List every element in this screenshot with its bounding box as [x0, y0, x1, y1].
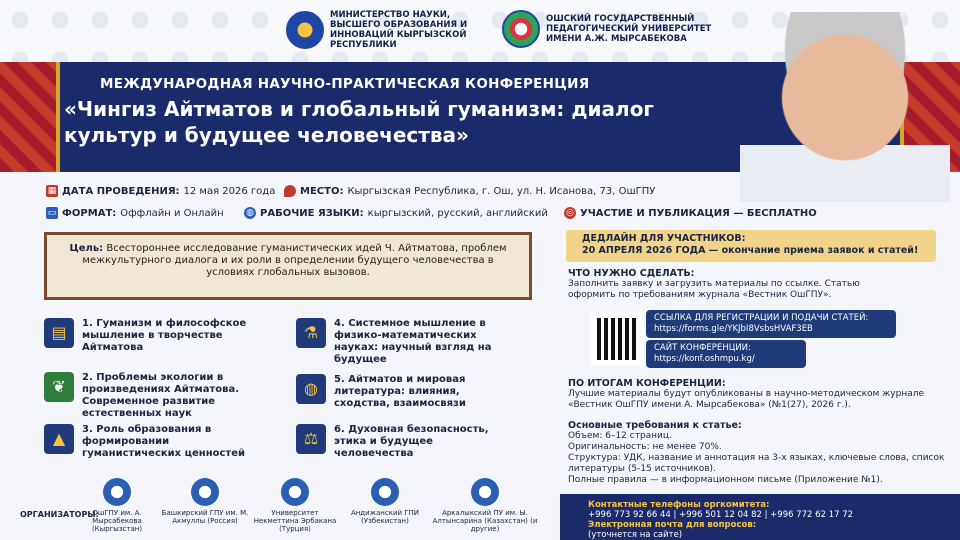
phones-value: +996 773 92 66 44 | +996 501 12 04 82 | +996 772 62 17 72 [588, 510, 854, 520]
requirements-title: Основные требования к статье: [568, 420, 742, 431]
scales-icon: ⚖ [296, 424, 326, 454]
university-logo [502, 10, 746, 48]
place-info [284, 185, 655, 197]
todo-title: ЧТО НУЖНО СДЕЛАТЬ: [568, 268, 695, 279]
organizer-name: ОшГПУ им. А. Мырсабекова (Кыргызстан) [91, 509, 143, 533]
organizer-logo-icon [471, 478, 499, 506]
goal-box [44, 232, 532, 300]
organizers-label: ОРГАНИЗАТОРЫ: [20, 510, 99, 519]
requirement-item: Объем: 6–12 страниц. [568, 431, 672, 441]
portrait-photo [740, 12, 950, 202]
email-label: Электронная почта для вопросов: [588, 520, 757, 530]
topic-text: 2. Проблемы экологии в произведениях Айтматова. Современное развитие естественных наук [82, 372, 239, 419]
registration-link-label: ССЫЛКА ДЛЯ РЕГИСТРАЦИИ И ПОДАЧИ СТАТЕЙ: [654, 313, 869, 323]
topic-item [44, 372, 264, 420]
deadline-text: 20 АПРЕЛЯ 2026 ГОДА — окончание приема заявок и статей! [582, 245, 919, 256]
email-note: (уточнется на сайте) [588, 530, 683, 540]
languages-info [244, 207, 548, 219]
organizers-strip [0, 472, 560, 540]
results-section [568, 378, 948, 411]
contacts-bar [560, 494, 960, 540]
results-title: ПО ИТОГАМ КОНФЕРЕНЦИИ: [568, 378, 726, 389]
place-value: Кыргызская Республика, г. Ош, ул. Н. Исанова, 73, ОшГПУ [347, 185, 656, 197]
topic-text: 1. Гуманизм и философское мышление в творчестве Айтматова [82, 318, 247, 353]
organizer-name: Аркалыкский ПУ им. Ы. Алтынсарина (Казахстан) (и другие) [432, 509, 538, 533]
topic-item [44, 424, 264, 460]
university-emblem-icon [502, 10, 540, 48]
site-link-label: САЙТ КОНФЕРЕНЦИИ: [654, 343, 751, 353]
languages-value: кыргызский, русский, английский [367, 207, 548, 219]
ministry-emblem-icon [286, 11, 324, 49]
goal-text: Всестороннее исследование гуманистических идей Ч. Айтматова, проблем межкультурного диалога и их роли в определении будущего человечества в условиях глобальных вызовов. [82, 243, 507, 278]
requirement-item: Структура: УДК, название и аннотация на 3-х языках, ключевые слова, список литературы (5-15 источников). [568, 453, 945, 474]
topic-item [296, 424, 506, 460]
deadline-label: ДЕДЛАЙН ДЛЯ УЧАСТНИКОВ: [582, 233, 746, 244]
place-label: МЕСТО: [300, 185, 344, 197]
organizer-logo-icon [371, 478, 399, 506]
topic-item [44, 318, 264, 354]
organizer-name: Университет Некметтина Эрбакана (Турция) [253, 509, 337, 533]
microscope-icon: ⚗ [296, 318, 326, 348]
right-panel [560, 224, 960, 540]
participation-text: УЧАСТИЕ И ПУБЛИКАЦИЯ — БЕСПЛАТНО [580, 207, 817, 219]
registration-link-url[interactable]: https://forms.gle/YKJbI8VsbsHVAF3EB [654, 324, 813, 334]
leaf-icon: ❦ [44, 372, 74, 402]
topic-text: 6. Духовная безопасность, этика и будущее человечества [334, 424, 489, 459]
deadline-box [566, 230, 936, 262]
organizer-logo-icon [191, 478, 219, 506]
ministry-logo [286, 10, 500, 50]
date-value: 12 мая 2026 года [183, 185, 276, 197]
organizer-logo-icon [103, 478, 131, 506]
topic-text: 5. Айтматов и мировая литература: влияния, сходства, взаимосвязи [334, 374, 466, 409]
conference-title: «Чингиз Айтматов и глобальный гуманизм: диалог культур и будущее человечества» [64, 97, 654, 147]
organizer-item [430, 478, 540, 533]
date-label: ДАТА ПРОВЕДЕНИЯ: [62, 185, 180, 197]
todo-section [568, 268, 898, 301]
topic-text: 3. Роль образования в формировании гуманистических ценностей [82, 424, 246, 459]
requirements-section [568, 420, 948, 486]
globe-icon: ◍ [244, 207, 256, 219]
results-text: Лучшие материалы будут опубликованы в научно-методическом журнале «Вестник ОшГПУ имени А. Мырсабекова» (№1(27), 2026 г.). [568, 389, 925, 410]
ministry-name: МИНИСТЕРСТВО НАУКИ, ВЫСШЕГО ОБРАЗОВАНИЯ И ИННОВАЦИЙ КЫРГЫЗСКОЙ РЕСПУБЛИКИ [330, 10, 468, 50]
phones-label: Контактные телефоны оргкомитета: [588, 500, 770, 510]
organizer-logo-icon [281, 478, 309, 506]
globe-icon: ◍ [296, 374, 326, 404]
organizer-item [160, 478, 250, 525]
site-link-url[interactable]: https://konf.oshmpu.kg/ [654, 354, 755, 364]
organizer-item [250, 478, 340, 533]
topic-text: 4. Системное мышление в физико-математических науках: научный взгляд на будущее [334, 318, 492, 365]
conference-type: МЕЖДУНАРОДНАЯ НАУЧНО-ПРАКТИЧЕСКАЯ КОНФЕРЕНЦИЯ [100, 76, 590, 92]
organizer-item [72, 478, 162, 533]
format-label: ФОРМАТ: [62, 207, 117, 219]
format-value: Оффлайн и Онлайн [120, 207, 224, 219]
location-pin-icon [284, 185, 296, 197]
organizer-name: Башкирский ГПУ им. М. Акмуллы (Россия) [161, 509, 249, 525]
university-name: ОШСКИЙ ГОСУДАРСТВЕННЫЙ ПЕДАГОГИЧЕСКИЙ УНИВЕРСИТЕТ ИМЕНИ А.Ж. МЫРСАБЕКОВА [546, 14, 712, 44]
book-icon: ▤ [44, 318, 74, 348]
left-ornament [0, 62, 60, 172]
graduation-cap-icon: ▲ [44, 424, 74, 454]
format-info [46, 207, 224, 219]
topic-item [296, 374, 506, 410]
requirement-item: Оригинальность: не менее 70%. [568, 442, 722, 452]
goal-label: Цель: [69, 243, 104, 254]
registration-link[interactable] [646, 310, 896, 338]
participation-info [564, 207, 817, 219]
date-info [46, 185, 275, 197]
todo-text: Заполнить заявку и загрузить материалы по ссылке. Статью оформить по требованиям журнала «Вестник ОшГПУ». [568, 279, 860, 300]
calendar-icon: ▦ [47, 186, 57, 196]
topic-item [296, 318, 506, 366]
organizer-item [340, 478, 430, 525]
languages-label: РАБОЧИЕ ЯЗЫКИ: [260, 207, 364, 219]
laptop-icon: ▭ [47, 208, 57, 218]
requirement-item: Полные правила — в информационном письме (Приложение №1). [568, 475, 883, 485]
site-link[interactable] [646, 340, 806, 368]
organizer-name: Андижанский ГПИ (Узбекистан) [350, 509, 420, 525]
target-icon: ◎ [564, 207, 576, 219]
qr-code[interactable] [590, 312, 644, 366]
